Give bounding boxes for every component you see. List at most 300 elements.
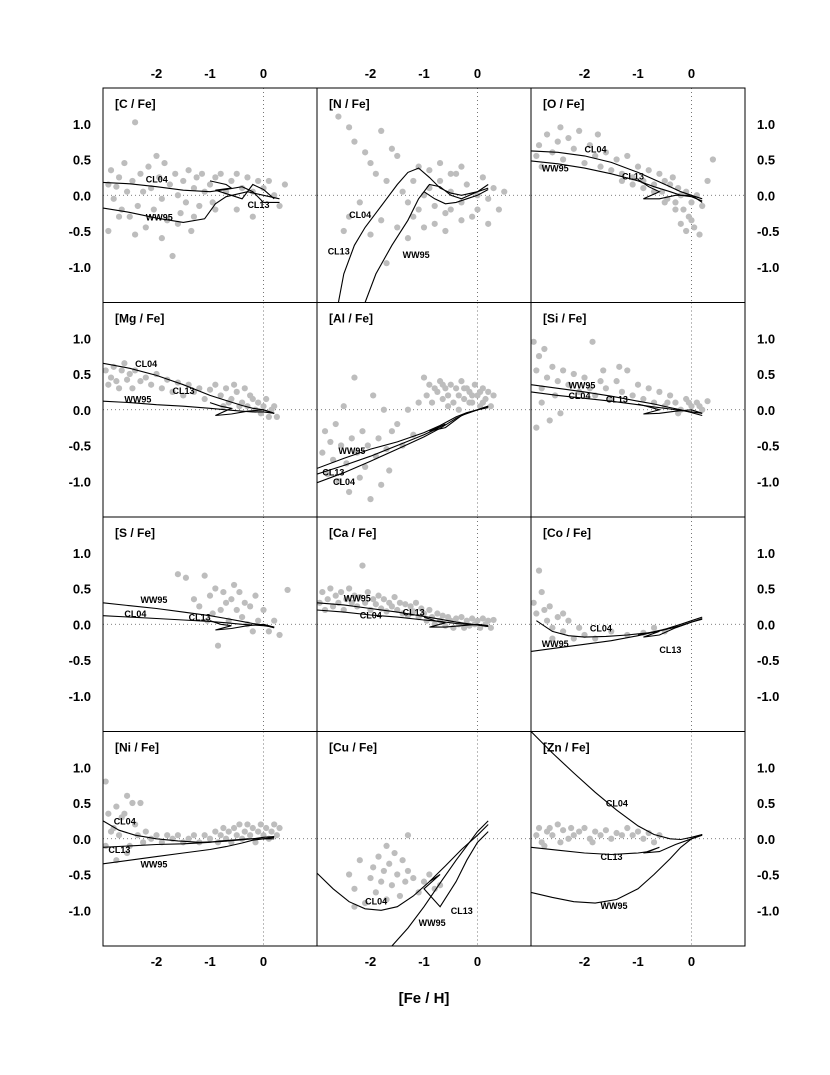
observation-point [127, 371, 133, 377]
observation-point [276, 825, 282, 831]
observation-point [341, 228, 347, 234]
observation-point [271, 618, 277, 624]
observation-point [614, 378, 620, 384]
observation-point [236, 821, 242, 827]
observation-point [437, 178, 443, 184]
observation-point [228, 596, 234, 602]
observation-point [635, 382, 641, 388]
observation-point [533, 610, 539, 616]
observation-point [394, 871, 400, 877]
observation-point [105, 228, 111, 234]
observation-point [394, 421, 400, 427]
y-tick-label-right: -0.5 [757, 224, 780, 239]
observation-point [672, 199, 678, 205]
panel-title: [Co / Fe] [543, 526, 591, 540]
observation-point [429, 400, 435, 406]
panel-title: [Cu / Fe] [329, 740, 377, 755]
observation-point [400, 857, 406, 863]
observation-point [202, 573, 208, 579]
panel [103, 88, 317, 303]
observation-point [381, 596, 387, 602]
observation-point [413, 600, 419, 606]
observation-point [704, 178, 710, 184]
panel-title: [Mg / Fe] [115, 311, 165, 326]
observation-point [252, 593, 258, 599]
observation-point [207, 593, 213, 599]
observation-point [410, 178, 416, 184]
observation-point [405, 832, 411, 838]
observation-point [646, 167, 652, 173]
y-tick-label-right: 0.5 [757, 581, 776, 597]
observation-point [359, 563, 365, 569]
observation-point [560, 827, 566, 833]
observation-point [565, 135, 571, 141]
observation-point [557, 124, 563, 130]
observation-point [327, 439, 333, 445]
observation-point [325, 596, 331, 602]
observation-point [351, 139, 357, 145]
observation-point [461, 396, 467, 402]
observation-point [541, 607, 547, 613]
observation-point [367, 231, 373, 237]
observation-point [646, 385, 652, 391]
observation-point [533, 153, 539, 159]
observation-point [357, 857, 363, 863]
observation-point [389, 603, 395, 609]
series-label: WW95 [124, 394, 152, 405]
observation-point [485, 389, 491, 395]
observation-point [183, 575, 189, 581]
observation-point [137, 171, 143, 177]
observation-point [169, 253, 175, 259]
observation-point [111, 196, 117, 202]
observation-point [581, 160, 587, 166]
observation-point [228, 178, 234, 184]
series-label: CL04 [568, 391, 591, 402]
observation-point [576, 625, 582, 631]
y-tick-label-left: 0.0 [72, 402, 91, 418]
panel [103, 732, 317, 947]
observation-point [485, 221, 491, 227]
observation-point [137, 800, 143, 806]
series-label: WW95 [140, 859, 168, 870]
panel [317, 303, 531, 518]
top-tick-label: -1 [632, 66, 644, 81]
series-label: WW95 [343, 593, 371, 604]
observation-point [442, 210, 448, 216]
series-label: CL13 [402, 607, 425, 618]
observation-point [108, 374, 114, 380]
observation-point [458, 614, 464, 620]
y-tick-label-left: 1.0 [72, 760, 91, 776]
observation-point [212, 829, 218, 835]
y-tick-label-right: -1.0 [757, 688, 780, 704]
observation-point [565, 836, 571, 842]
observation-point [220, 589, 226, 595]
observation-point [664, 400, 670, 406]
panel [317, 517, 531, 732]
observation-point [469, 214, 475, 220]
observation-point [536, 353, 542, 359]
observation-point [322, 428, 328, 434]
observation-point [555, 821, 561, 827]
observation-point [614, 830, 620, 836]
left-axis-tick-labels [69, 117, 91, 919]
series-label: WW95 [568, 380, 596, 391]
observation-point [533, 425, 539, 431]
y-tick-label-left: -0.5 [68, 653, 91, 668]
observation-point [640, 836, 646, 842]
observation-point [426, 871, 432, 877]
observation-point [597, 164, 603, 170]
model-curve-cl13 [424, 832, 488, 907]
top-tick-label: -2 [578, 66, 591, 81]
series-label: WW95 [418, 917, 446, 928]
observation-point [129, 385, 135, 391]
observation-point [223, 600, 229, 606]
observation-point [389, 882, 395, 888]
observation-point [597, 832, 603, 838]
observation-point [442, 228, 448, 234]
observation-point [255, 829, 261, 835]
observation-point [547, 825, 553, 831]
y-tick-label-right: 0.0 [757, 402, 776, 418]
observation-point [536, 825, 542, 831]
observation-point [555, 614, 561, 620]
observation-point [159, 235, 165, 241]
observation-point [397, 600, 403, 606]
observation-point [276, 632, 282, 638]
observation-point [426, 167, 432, 173]
observation-point [231, 382, 237, 388]
observation-point [231, 582, 237, 588]
observation-point [207, 836, 213, 842]
observation-point [346, 871, 352, 877]
observation-point [346, 124, 352, 130]
y-tick-label-left: 0.0 [72, 188, 91, 204]
observation-point [351, 374, 357, 380]
y-tick-label-right: 1.0 [757, 116, 776, 132]
top-tick-label: -2 [364, 66, 377, 81]
observation-point [378, 879, 384, 885]
observation-point [589, 339, 595, 345]
observation-point [349, 435, 355, 441]
panel [531, 517, 745, 732]
y-tick-label-left: 0.5 [72, 367, 91, 382]
observation-point [183, 199, 189, 205]
observation-point [432, 203, 438, 209]
observation-point [410, 875, 416, 881]
y-tick-label-right: 0.0 [757, 188, 776, 204]
series-label: CL13 [659, 644, 682, 655]
observation-point [223, 385, 229, 391]
observation-point [608, 167, 614, 173]
observation-point [266, 628, 272, 634]
observation-point [124, 793, 130, 799]
observation-point [335, 114, 341, 120]
observation-point [394, 153, 400, 159]
observation-point [194, 174, 200, 180]
observation-point [450, 400, 456, 406]
panel-title: [N / Fe] [329, 97, 370, 111]
panel-title: [S / Fe] [115, 526, 156, 540]
observation-point [234, 607, 240, 613]
y-tick-label-left: 1.0 [72, 331, 91, 347]
observation-point [319, 450, 325, 456]
observation-point [370, 864, 376, 870]
observation-point [263, 825, 269, 831]
y-tick-label-right: 1.0 [757, 331, 776, 347]
observation-point [220, 825, 226, 831]
observation-point [541, 346, 547, 352]
observation-point [704, 398, 710, 404]
observation-point [263, 396, 269, 402]
series-label: CL04 [135, 358, 158, 369]
observation-point [651, 839, 657, 845]
observation-point [341, 403, 347, 409]
observation-point [381, 407, 387, 413]
observation-point [383, 178, 389, 184]
panel-title: [Zn / Fe] [543, 740, 590, 755]
observation-point [490, 185, 496, 191]
observation-point [119, 367, 125, 373]
panel [317, 88, 531, 303]
observation-point [148, 382, 154, 388]
observation-point [603, 385, 609, 391]
observation-point [212, 174, 218, 180]
series-label: WW95 [402, 250, 430, 261]
bottom-axis-tick-labels [151, 954, 695, 969]
observation-point [239, 614, 245, 620]
observation-point [218, 607, 224, 613]
observation-point [440, 382, 446, 388]
observation-point [175, 571, 181, 577]
observation-point [656, 389, 662, 395]
observation-point [581, 825, 587, 831]
observation-point [242, 600, 248, 606]
observation-point [116, 832, 122, 838]
observation-point [696, 231, 702, 237]
y-tick-label-right: -0.5 [757, 653, 780, 668]
observation-point [159, 385, 165, 391]
observation-point [258, 821, 264, 827]
observation-point [662, 199, 668, 205]
panel-title: [Si / Fe] [543, 311, 587, 326]
series-label: WW95 [600, 900, 628, 911]
observation-point [362, 149, 368, 155]
observation-point [426, 607, 432, 613]
observation-point [670, 174, 676, 180]
y-tick-label-left: -1.0 [68, 259, 91, 275]
observation-point [258, 410, 264, 416]
observation-point [218, 171, 224, 177]
y-tick-label-left: 0.5 [72, 581, 91, 597]
bottom-tick-label: -1 [632, 954, 644, 969]
observation-point [688, 199, 694, 205]
observation-point [375, 854, 381, 860]
observation-point [624, 153, 630, 159]
observation-point [624, 825, 630, 831]
observation-point [346, 585, 352, 591]
observation-point [571, 371, 577, 377]
observation-point [456, 392, 462, 398]
bottom-tick-label: -2 [578, 954, 591, 969]
observation-point [132, 119, 138, 125]
observation-point [389, 146, 395, 152]
model-curve-cl04 [338, 168, 488, 302]
observation-point [571, 832, 577, 838]
observation-point [458, 217, 464, 223]
y-tick-label-left: -0.5 [68, 438, 91, 454]
observation-point [453, 385, 459, 391]
y-tick-label-right: 0.0 [757, 831, 776, 847]
observation-point [624, 367, 630, 373]
y-tick-label-left: -1.0 [68, 903, 91, 919]
observation-point [456, 407, 462, 413]
panel-title: [Al / Fe] [329, 311, 373, 326]
bottom-tick-label: -1 [418, 954, 430, 969]
observation-point [378, 482, 384, 488]
y-tick-label-right: 0.5 [757, 367, 776, 382]
observation-point [571, 146, 577, 152]
y-tick-label-left: -1.0 [68, 688, 91, 704]
observation-point [215, 643, 221, 649]
observation-point [274, 832, 280, 838]
observation-point [116, 214, 122, 220]
series-label: CL04 [145, 174, 168, 185]
observation-point [391, 594, 397, 600]
observation-point [365, 442, 371, 448]
observation-point [445, 403, 451, 409]
observation-point [319, 589, 325, 595]
observation-point [242, 385, 248, 391]
observation-point [533, 832, 539, 838]
observation-point [680, 206, 686, 212]
observation-point [453, 615, 459, 621]
x-axis-label: [Fe / H] [398, 990, 450, 1007]
observation-point [549, 832, 555, 838]
observation-point [143, 374, 149, 380]
panels [103, 88, 745, 946]
observation-point [656, 171, 662, 177]
observation-point [351, 886, 357, 892]
observation-point [255, 178, 261, 184]
series-label: CL04 [589, 623, 612, 634]
observation-point [247, 832, 253, 838]
observation-point [531, 339, 537, 345]
observation-point [472, 382, 478, 388]
observation-point [576, 829, 582, 835]
top-tick-label: 0 [687, 66, 696, 81]
observation-point [589, 839, 595, 845]
observation-point [274, 414, 280, 420]
observation-point [391, 850, 397, 856]
observation-point [616, 364, 622, 370]
observation-point [565, 618, 571, 624]
observation-point [121, 160, 127, 166]
observation-point [547, 603, 553, 609]
bottom-tick-label: 0 [687, 954, 696, 969]
observation-point [367, 496, 373, 502]
observation-point [113, 184, 119, 190]
observation-point [266, 178, 272, 184]
observation-point [469, 615, 475, 621]
top-tick-label: -1 [204, 66, 216, 81]
series-label: CL13 [188, 612, 211, 623]
observation-point [250, 396, 256, 402]
observation-point [560, 367, 566, 373]
observation-point [630, 392, 636, 398]
observation-point [333, 593, 339, 599]
y-tick-label-left: -1.0 [68, 474, 91, 490]
observation-point [405, 868, 411, 874]
observation-point [381, 868, 387, 874]
observation-point [268, 829, 274, 835]
observation-point [458, 378, 464, 384]
y-tick-label-right: -0.5 [757, 438, 780, 454]
observation-point [153, 832, 159, 838]
observation-point [683, 228, 689, 234]
observation-point [129, 178, 135, 184]
observation-point [560, 610, 566, 616]
panel [531, 303, 745, 518]
observation-point [140, 189, 146, 195]
observation-point [453, 171, 459, 177]
observation-point [234, 389, 240, 395]
observation-point [630, 832, 636, 838]
observation-point [121, 360, 127, 366]
y-tick-label-left: -0.5 [68, 867, 91, 883]
observation-point [260, 403, 266, 409]
bottom-tick-label: 0 [259, 954, 268, 969]
observation-point [177, 210, 183, 216]
observation-point [124, 377, 130, 383]
observation-point [191, 596, 197, 602]
observation-point [555, 139, 561, 145]
panel [317, 732, 531, 947]
observation-point [250, 214, 256, 220]
observation-point [161, 160, 167, 166]
observation-point [386, 861, 392, 867]
series-label: CL13 [600, 852, 623, 863]
series-label: CL13 [108, 845, 131, 856]
observation-point [549, 364, 555, 370]
observation-point [448, 171, 454, 177]
observation-point [250, 825, 256, 831]
y-tick-label-left: 1.0 [72, 116, 91, 132]
panel-title: [O / Fe] [543, 97, 585, 111]
observation-point [469, 392, 475, 398]
observation-point [501, 189, 507, 195]
observation-point [597, 378, 603, 384]
observation-point [568, 825, 574, 831]
observation-point [434, 610, 440, 616]
observation-point [260, 607, 266, 613]
y-tick-label-right: -1.0 [757, 474, 780, 490]
panel-title: [C / Fe] [115, 97, 156, 111]
observation-point [464, 181, 470, 187]
observation-point [496, 206, 502, 212]
observation-point [421, 224, 427, 230]
observation-point [672, 400, 678, 406]
observation-point [207, 387, 213, 393]
observation-point [635, 164, 641, 170]
observation-point [327, 585, 333, 591]
observation-point [383, 843, 389, 849]
observation-point [202, 396, 208, 402]
observation-point [480, 400, 486, 406]
observation-point [426, 382, 432, 388]
